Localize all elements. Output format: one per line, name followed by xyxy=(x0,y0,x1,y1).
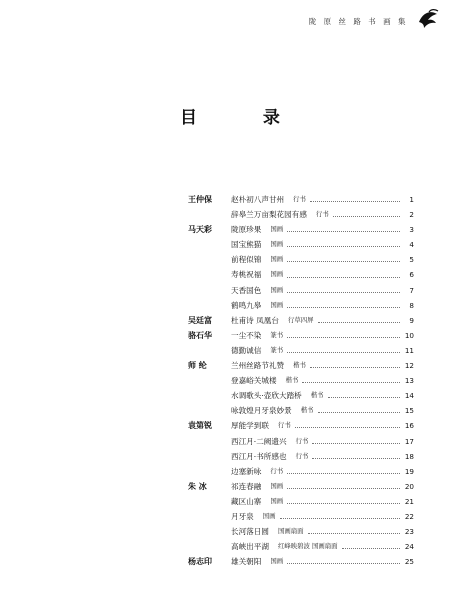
entry-note: 行书 xyxy=(277,421,291,430)
toc-entry xyxy=(0,358,450,373)
flying-apsara-logo-icon xyxy=(416,8,440,30)
entry-page-number: 9 xyxy=(409,315,414,325)
entry-note: 楷书 xyxy=(285,376,299,385)
dot-leader xyxy=(308,533,400,534)
toc-entry xyxy=(0,298,450,313)
entry-title: 寿桃祝福 xyxy=(231,270,262,280)
dot-leader xyxy=(287,231,400,232)
toc-entry xyxy=(0,237,450,252)
entry-title: 月牙泉 xyxy=(231,511,254,521)
dot-leader xyxy=(287,473,400,474)
dot-leader xyxy=(312,443,400,444)
entry-title: 西江月·书所感也 xyxy=(231,451,287,461)
entry-note: 国画 xyxy=(270,255,284,264)
entry-page-number: 7 xyxy=(409,285,414,295)
entry-title: 杜甫诗 凤凰台 xyxy=(231,315,279,325)
entry-author: 骆石华 xyxy=(188,329,212,340)
entry-note: 楷书 xyxy=(310,391,324,400)
toc-entry xyxy=(0,554,450,569)
entry-title: 兰州丝路节礼赞 xyxy=(231,361,285,371)
dot-leader xyxy=(287,488,400,489)
entry-line xyxy=(231,283,414,298)
entry-title: 登嘉峪关城楼 xyxy=(231,376,277,386)
toc-entry xyxy=(0,267,450,282)
entry-line xyxy=(231,524,414,539)
toc-entry xyxy=(0,313,450,328)
entry-title: 长河落日圆 xyxy=(231,527,269,537)
entry-note: 国画 xyxy=(270,225,284,234)
dot-leader xyxy=(287,246,400,247)
entry-page-number: 11 xyxy=(404,345,414,355)
entry-title: 辞皋兰万亩梨花园有感 xyxy=(231,210,307,220)
entry-title: 鹤鸣九皋 xyxy=(231,300,262,310)
dot-leader xyxy=(287,352,400,353)
entry-line xyxy=(231,539,414,554)
entry-line xyxy=(231,509,414,524)
entry-note: 国画 xyxy=(270,285,284,294)
entry-title: 祁连春融 xyxy=(231,481,262,491)
toc-list xyxy=(0,192,450,569)
entry-note: 楷书 xyxy=(293,361,306,370)
entry-page-number: 10 xyxy=(404,330,414,340)
entry-line xyxy=(231,222,414,237)
entry-note: 国画 xyxy=(270,240,284,249)
toc-entry xyxy=(0,418,450,433)
entry-title: 雄关朝阳 xyxy=(231,557,262,567)
entry-line xyxy=(231,267,414,282)
entry-note: 国画 xyxy=(270,481,284,490)
entry-note: 行书 xyxy=(315,210,329,219)
entry-author: 袁第锐 xyxy=(188,420,212,431)
entry-page-number: 21 xyxy=(404,496,414,506)
dot-leader xyxy=(318,412,400,413)
entry-title: 陇原珍果 xyxy=(231,225,262,235)
entry-note: 国画 xyxy=(270,557,284,566)
entry-title: 高峡出平湖 xyxy=(231,542,269,552)
entry-page-number: 1 xyxy=(409,195,414,204)
toc-entry xyxy=(0,449,450,464)
entry-page-number: 25 xyxy=(404,557,414,567)
entry-page-number: 12 xyxy=(404,361,414,371)
entry-page-number: 22 xyxy=(404,511,414,521)
toc-entry xyxy=(0,207,450,222)
entry-page-number: 23 xyxy=(404,527,414,537)
dot-leader xyxy=(287,337,400,338)
entry-page-number: 19 xyxy=(404,466,414,476)
toc-entry xyxy=(0,388,450,403)
dot-leader xyxy=(287,503,400,504)
toc-entry xyxy=(0,222,450,237)
entry-note: 国画扇面 xyxy=(277,527,304,536)
dot-leader xyxy=(302,382,400,383)
toc-entry xyxy=(0,373,450,388)
entry-line xyxy=(231,494,414,509)
entry-line xyxy=(231,358,414,373)
entry-page-number: 20 xyxy=(404,481,414,491)
toc-entry xyxy=(0,524,450,539)
entry-note: 行书 xyxy=(295,451,309,460)
entry-page-number: 2 xyxy=(409,210,414,220)
entry-title: 厚能学到联 xyxy=(231,421,269,431)
entry-note: 行书 xyxy=(270,466,284,475)
dot-leader xyxy=(280,518,400,519)
entry-title: 一尘不染 xyxy=(231,330,262,340)
entry-page-number: 24 xyxy=(404,542,414,552)
entry-author: 杨志印 xyxy=(188,556,212,567)
entry-title: 咏敦煌月牙泉妙景 xyxy=(231,406,292,416)
entry-title: 前程似锦 xyxy=(231,255,262,265)
entry-note: 国画 xyxy=(262,511,276,520)
toc-entry xyxy=(0,494,450,509)
entry-line xyxy=(231,313,414,328)
entry-line xyxy=(231,298,414,313)
entry-title: 赵朴初八声甘州 xyxy=(231,195,285,204)
entry-note: 红峰映碧波 国画扇面 xyxy=(277,542,338,551)
entry-title: 边塞新咏 xyxy=(231,466,262,476)
dot-leader xyxy=(287,292,400,293)
entry-line xyxy=(231,479,414,494)
dot-leader xyxy=(287,563,400,564)
entry-page-number: 14 xyxy=(404,391,414,401)
entry-note: 行书 xyxy=(293,195,306,203)
entry-note: 国画 xyxy=(270,496,284,505)
dot-leader xyxy=(295,427,400,428)
entry-page-number: 15 xyxy=(404,406,414,416)
entry-page-number: 6 xyxy=(409,270,414,280)
dot-leader xyxy=(333,216,400,217)
entry-title: 水调歌头·壶欣大踏桥 xyxy=(231,391,302,401)
entry-line xyxy=(231,418,414,433)
entry-title: 西江月·二阙遗兴 xyxy=(231,436,287,446)
dot-leader xyxy=(287,277,400,278)
entry-line xyxy=(231,343,414,358)
entry-page-number: 13 xyxy=(404,376,414,386)
entry-title: 藏区山寨 xyxy=(231,496,262,506)
toc-entry xyxy=(0,509,450,524)
entry-line xyxy=(231,373,414,388)
entry-note: 国画 xyxy=(270,270,284,279)
toc-entry xyxy=(0,539,450,554)
entry-line xyxy=(231,207,414,222)
entry-author: 朱 冰 xyxy=(188,480,207,491)
toc-entry xyxy=(0,479,450,494)
entry-title: 国宝熊猫 xyxy=(231,240,262,250)
entry-line xyxy=(231,192,414,207)
entry-title: 天香国色 xyxy=(231,285,262,295)
entry-author: 马天彩 xyxy=(188,224,212,235)
toc-title: 目 录 xyxy=(180,108,310,128)
entry-line xyxy=(231,237,414,252)
entry-note: 行书 xyxy=(295,436,309,445)
entry-title: 德勤诚信 xyxy=(231,345,262,355)
entry-line xyxy=(231,403,414,418)
toc-entry xyxy=(0,328,450,343)
entry-page-number: 18 xyxy=(404,451,414,461)
dot-leader xyxy=(312,458,400,459)
entry-page-number: 4 xyxy=(409,240,414,250)
dot-leader xyxy=(310,367,400,368)
entry-line xyxy=(231,449,414,464)
toc-entry xyxy=(0,343,450,358)
toc-entry xyxy=(0,434,450,449)
entry-line xyxy=(231,554,414,569)
dot-leader xyxy=(310,201,400,202)
toc-entry xyxy=(0,252,450,267)
entry-page-number: 3 xyxy=(409,225,414,235)
entry-note: 行草四屏 xyxy=(287,315,314,324)
entry-note: 国画 xyxy=(270,300,284,309)
entry-page-number: 17 xyxy=(404,436,414,446)
entry-line xyxy=(231,252,414,267)
entry-page-number: 5 xyxy=(409,255,414,265)
entry-author: 吴廷富 xyxy=(188,314,212,325)
entry-line xyxy=(231,328,414,343)
entry-page-number: 16 xyxy=(404,421,414,431)
toc-entry xyxy=(0,283,450,298)
dot-leader xyxy=(318,322,400,323)
entry-line xyxy=(231,464,414,479)
toc-entry xyxy=(0,192,450,207)
entry-page-number: 8 xyxy=(409,300,414,310)
entry-note: 篆书 xyxy=(270,345,284,354)
dot-leader xyxy=(328,397,400,398)
entry-note: 楷书 xyxy=(300,406,314,415)
dot-leader xyxy=(287,307,400,308)
header-text: 陇 原 丝 路 书 画 集 xyxy=(308,17,408,26)
entry-line xyxy=(231,388,414,403)
entry-note: 篆书 xyxy=(270,330,284,339)
entry-author: 师 纶 xyxy=(188,360,207,371)
dot-leader xyxy=(287,261,400,262)
toc-entry xyxy=(0,464,450,479)
toc-entry xyxy=(0,403,450,418)
entry-author: 王仲保 xyxy=(188,194,212,204)
dot-leader xyxy=(342,548,400,549)
entry-line xyxy=(231,434,414,449)
